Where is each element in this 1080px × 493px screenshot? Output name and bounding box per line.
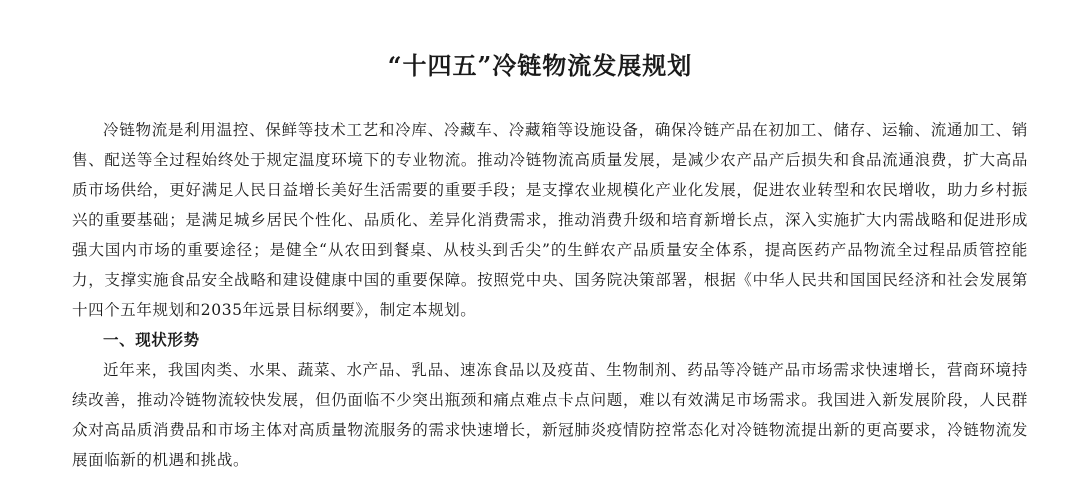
document-body <box>72 115 1028 475</box>
section-heading-current-situation: 一、现状形势 <box>103 330 200 349</box>
section-paragraph-current-situation: 近年来，我国肉类、水果、蔬菜、水产品、乳品、速冻食品以及疫苗、生物制剂、药品等冷链产品市场需求快速增长，营商环境持续改善，推动冷链物流较快发展，但仍面临不少突出瓶颈和痛点难点卡点问题，难以有效满足市场需求。我国进入新发展阶段，人民群众对高品质消费品和市场主体对高质量物流服务的需求快速增长，新冠肺炎疫情防控常态化对冷链物流提出新的更高要求，冷链物流发展面临新的机遇和挑战。 <box>72 361 1028 469</box>
document-title: “十四五”冷链物流发展规划 <box>387 51 693 80</box>
intro-paragraph: 冷链物流是利用温控、保鲜等技术工艺和冷库、冷藏车、冷藏箱等设施设备，确保冷链产品在初加工、储存、运输、流通加工、销售、配送等全过程始终处于规定温度环境下的专业物流。推动冷链物流高质量发展，是减少农产品产后损失和食品流通浪费，扩大高品质市场供给，更好满足人民日益增长美好生活需要的重要手段；是支撑农业规模化产业化发展，促进农业转型和农民增收，助力乡村振兴的重要基础；是满足城乡居民个性化、品质化、差异化消费需求，推动消费升级和培育新增长点，深入实施扩大内需战略和促进形成强大国内市场的重要途径；是健全“从农田到餐桌、从枝头到舌尖”的生鲜农产品质量安全体系，提高医药产品物流全过程品质管控能力，支撑实施食品安全战略和建设健康中国的重要保障。按照党中央、国务院决策部署，根据《中华人民共和国国民经济和社会发展第十四个五年规划和2035年远景目标纲要》，制定本规划。 <box>72 121 1028 319</box>
